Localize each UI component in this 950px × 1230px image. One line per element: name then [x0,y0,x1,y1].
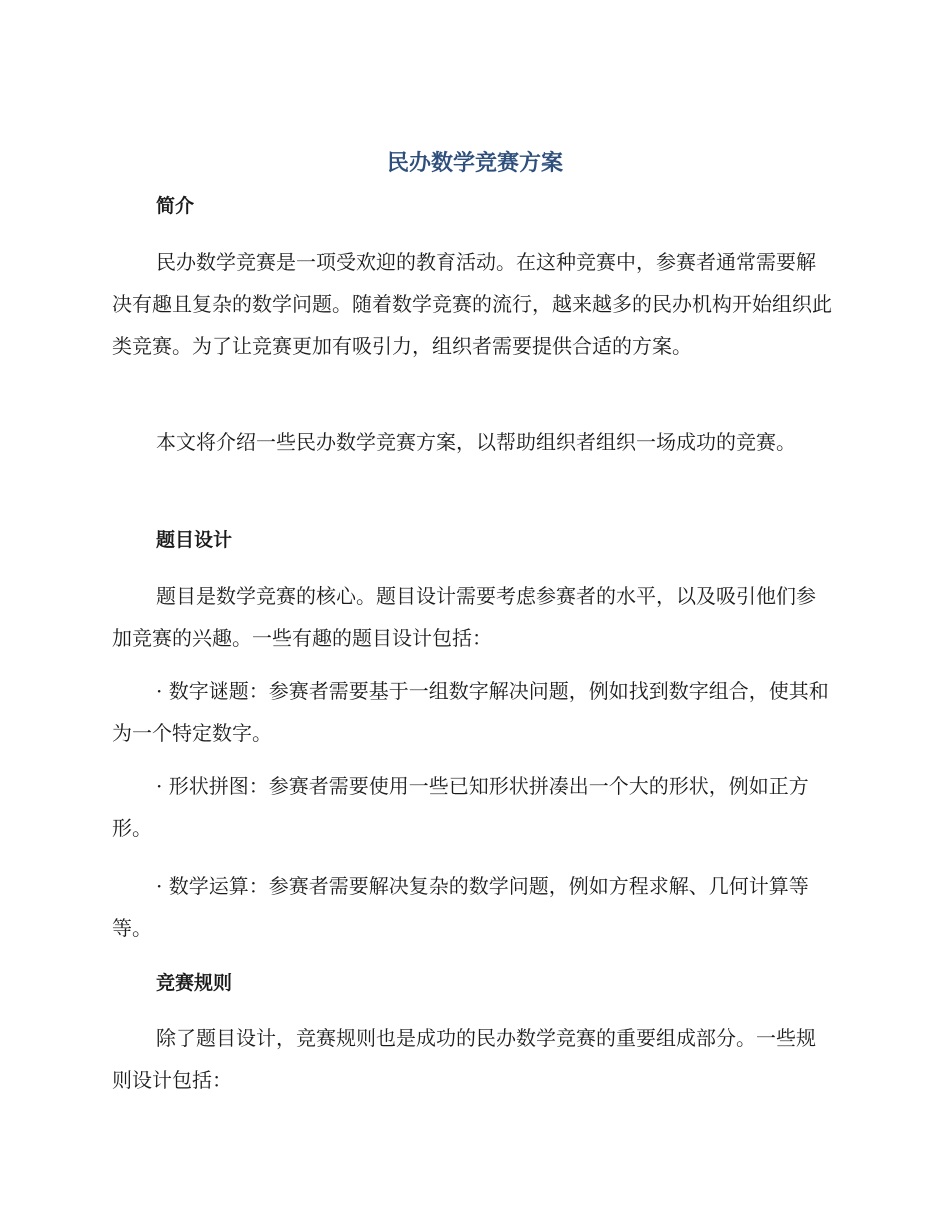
section-heading-intro: 简介 [156,195,195,217]
list-item: · 数学运算：参赛者需要解决复杂的数学问题，例如方程求解、几何计算等等。 [112,874,809,940]
list-item: · 数字谜题：参赛者需要基于一组数字解决问题，例如找到数字组合，使其和为一个特定数字。 [112,679,829,745]
paragraph: 民办数学竞赛是一项受欢迎的教育活动。在这种竞赛中，参赛者通常需要解决有趣且复杂的数学问题。随着数学竞赛的流行，越来越多的民办机构开始组织此类竞赛。为了让竞赛更加有吸引力，组织者需要提供合适的方案。 [112,250,832,358]
section-heading-rules: 竞赛规则 [156,972,233,994]
list-item: · 形状拼图：参赛者需要使用一些已知形状拼凑出一个大的形状，例如正方形。 [112,774,809,840]
paragraph: 本文将介绍一些民办数学竞赛方案，以帮助组织者组织一场成功的竞赛。 [156,430,796,454]
paragraph: 题目是数学竞赛的核心。题目设计需要考虑参赛者的水平，以及吸引他们参加竞赛的兴趣。一些有趣的题目设计包括： [112,584,816,650]
page-title: 民办数学竞赛方案 [386,151,563,176]
paragraph: 除了题目设计，竞赛规则也是成功的民办数学竞赛的重要组成部分。一些规则设计包括： [112,1026,816,1092]
section-heading-question-design: 题目设计 [156,529,233,551]
